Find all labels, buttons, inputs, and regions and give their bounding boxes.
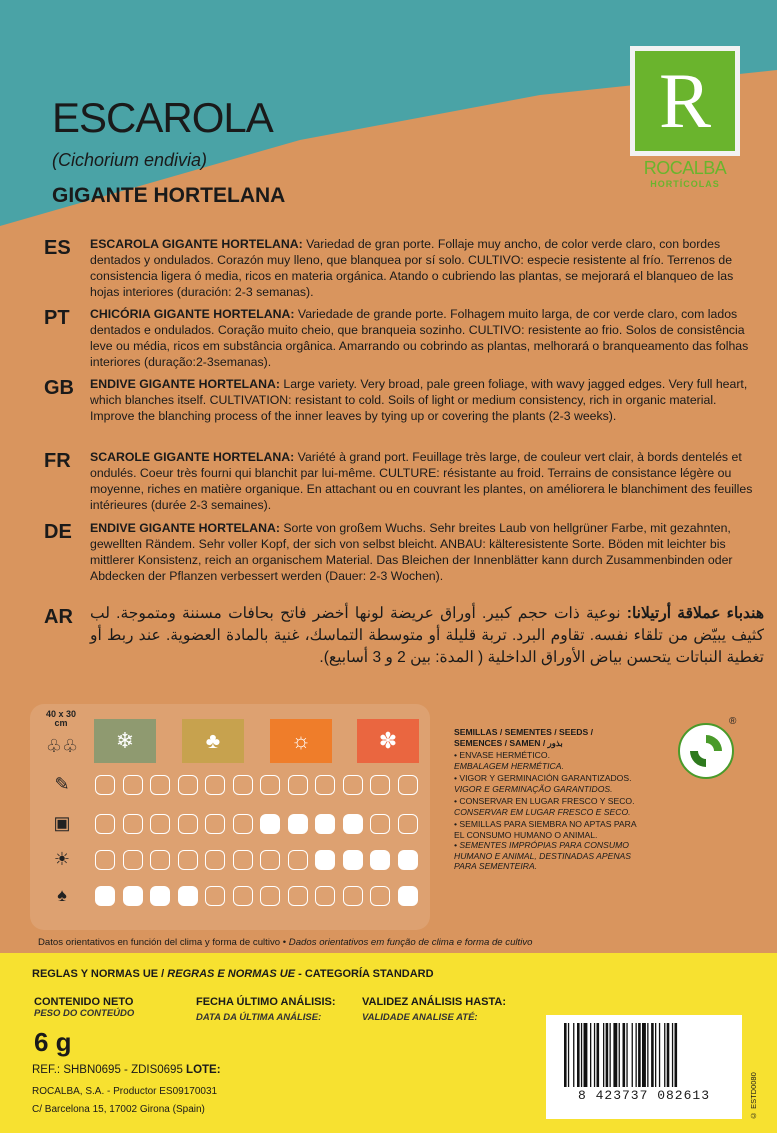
variety-name: GIGANTE HORTELANA — [52, 184, 286, 207]
barcode-bar — [610, 1023, 611, 1087]
snowflake-icon: ❄ — [115, 728, 135, 753]
barcode-bar — [626, 1023, 627, 1087]
barcode-bar — [606, 1023, 609, 1087]
calendar-cell — [260, 814, 280, 834]
calendar-cell — [95, 814, 115, 834]
barcode-bar — [672, 1023, 673, 1087]
barcode-bar — [613, 1023, 617, 1087]
calendar-cell — [288, 886, 308, 906]
seed-info-item: • VIGOR Y GERMINACIÓN GARANTIZADOS. — [454, 773, 632, 783]
calendar-cell — [315, 775, 335, 795]
net-content-label: CONTENIDO NETO — [34, 996, 134, 1008]
last-analysis-date-label-pt: DATA DA ÚLTIMA ANÁLISE: — [196, 1012, 322, 1023]
calendar-cell — [178, 814, 198, 834]
calendar-cell — [178, 886, 198, 906]
barcode-bar — [632, 1023, 633, 1087]
description-pt: CHICÓRIA GIGANTE HORTELANA: Variedade de grande porte. Folhagem muito larga, de cor verde claro, com lados dentados e ondulados. Coração muito cheio, que branqueia sozinho. CULTIVO: resistente ao frio. Solos de consistência leve ou média, ricos em substância orgânica. Amarrando ou cobrindo as plantas, melhorará o branqueamento das folhas interiores (duração:2-3semanas). — [90, 307, 749, 369]
vertical-code: © ESTD0080 — [749, 1072, 758, 1120]
seedbed-icon: ▣ — [53, 812, 71, 833]
calendar-cell — [178, 775, 198, 795]
lang-code-fr: FR — [44, 450, 71, 472]
barcode-bar — [594, 1023, 595, 1087]
description-fr: SCAROLE GIGANTE HORTELANA: Variété à grand port. Feuillage très large, de couleur vert clair, à bords dentelés et ondulés. Coeur très fourni qui blanchit par lui-même. CULTURE: résistante au froid. Terrains de consistance légère ou moyenne, riches en matière organique. En attachant ou en couvrant les plantes, on améliorera le blanchiment des feuilles intérieures (durée 2-3 semaines). — [90, 450, 753, 512]
calendar-cell — [343, 850, 363, 870]
calendar-cell — [233, 850, 253, 870]
calendar-cell — [233, 886, 253, 906]
calendar-cell — [205, 814, 225, 834]
season-winter — [94, 719, 156, 763]
logo-brand-name: ROCALBA — [643, 158, 727, 178]
seed-information — [454, 727, 639, 872]
season-spring — [182, 719, 244, 763]
calendar-cell — [315, 814, 335, 834]
barcode-bar — [590, 1023, 591, 1087]
barcode-bar — [623, 1023, 626, 1087]
calendar-cell — [398, 814, 418, 834]
eu-rules-line: REGLAS Y NORMAS UE / REGRAS E NORMAS UE - CATEGORÍA STANDARD — [32, 968, 434, 980]
barcode-bar — [655, 1023, 656, 1087]
plant-spacing-icon: ♧♧ — [45, 735, 79, 756]
calendar-cell — [288, 814, 308, 834]
validity-label-pt: VALIDADE ANALISE ATÉ: — [362, 1012, 478, 1023]
harvest-icon: ♠ — [57, 884, 67, 905]
barcode-bar — [584, 1023, 588, 1087]
net-weight-value: 6 g — [34, 1027, 72, 1057]
barcode-bar — [667, 1023, 670, 1087]
barcode-bar — [568, 1023, 569, 1087]
barcode-bar — [638, 1023, 641, 1087]
calendar-cell — [150, 886, 170, 906]
last-analysis-date-label: FECHA ÚLTIMO ANÁLISIS: — [196, 996, 336, 1008]
calendar-cell — [288, 775, 308, 795]
registered-mark: ® — [729, 716, 737, 727]
calendar-cell — [398, 886, 418, 906]
indicative-data-note: Datos orientativos en función del clima y forma de cultivo • Dados orientativos em função de clima e forma de cultivo — [38, 937, 533, 948]
calendar-cell — [288, 850, 308, 870]
barcode-bar — [597, 1023, 600, 1087]
calendar-cell — [370, 850, 390, 870]
seed-info-item-pt: • SEMENTES IMPRÓPIAS PARA CONSUMO HUMANO E ANIMAL, DESTINADAS APENAS PARA SEMENTEIRA. — [454, 840, 632, 871]
calendar-cell — [95, 850, 115, 870]
lang-code-ar: AR — [44, 606, 73, 628]
seed-info-item-pt: CONSERVAR EM LUGAR FRESCO E SECO. — [454, 806, 631, 817]
description-ar: هندباء عملاقة أرتيلانا: نوعية ذات حجم كبير. أوراق عريضة لونها أخضر فاتح بحافات مسننة ومتموجة. لب كثيف يبيّض من تلقاء نفسه. تقاوم البرد. تربة قليلة أو متوسطة التماسك، غنية بالمادة العضوية. عند ربط أو تغطية النباتات يتحسن بياض الأوراق الداخلية ( المدة: بين 2 و 3 أسابيع). — [90, 605, 764, 666]
address-line: C/ Barcelona 15, 17002 Girona (Spain) — [32, 1104, 205, 1115]
calendar-cell — [233, 775, 253, 795]
calendar-cell — [178, 850, 198, 870]
calendar-cell — [343, 775, 363, 795]
lang-code-es: ES — [44, 237, 71, 259]
barcode-bar — [659, 1023, 660, 1087]
barcode-bar — [642, 1023, 646, 1087]
calendar-cell — [123, 886, 143, 906]
seed-info-item: • SEMILLAS PARA SIEMBRA NO APTAS PARA EL CONSUMO HUMANO O ANIMAL. — [454, 819, 637, 840]
seed-info-item: • CONSERVAR EN LUGAR FRESCO Y SECO. — [454, 796, 635, 806]
maple-leaf-icon: ✽ — [378, 728, 398, 753]
rocalba-logo — [629, 46, 741, 194]
validity-label: VALIDEZ ANÁLISIS HASTA: — [362, 996, 507, 1008]
calendar-cell — [205, 775, 225, 795]
calendar-cell — [343, 814, 363, 834]
calendar-cell — [150, 850, 170, 870]
barcode-bar — [564, 1023, 567, 1087]
barcode-bar — [619, 1023, 620, 1087]
calendar-cell — [370, 814, 390, 834]
season-autumn — [357, 719, 419, 763]
calendar-cell — [205, 850, 225, 870]
calendar-cell — [123, 814, 143, 834]
calendar-cell — [150, 775, 170, 795]
description-de: ENDIVE GIGANTE HORTELANA: Sorte von großem Wuchs. Sehr breites Laub von hellgrüner Farbe, mit gezahnten, gewellten Rändem. Sehr voller Kopf, der sich von selbst bleicht. ANBAU: kälteresistente Sorte. Böden mit leichter bis mittlerer Konsistenz, reich an organischem Material. Das Bleichen der Innenblätter kann durch Zusammenbinden oder Abdecken der Pflanzen verbessert werden (Dauer: 2-3 Wochen). — [90, 521, 733, 583]
transplant-icon: ☀ — [53, 848, 71, 869]
calendar-cell — [370, 886, 390, 906]
barcode-bar — [664, 1023, 665, 1087]
barcode-bar — [577, 1023, 580, 1087]
latin-name: (Cichorium endivia) — [52, 150, 208, 170]
barcode-bar — [603, 1023, 604, 1087]
calendar-cell — [150, 814, 170, 834]
logo-subtitle: HORTÍCOLAS — [650, 179, 720, 189]
calendar-cell — [343, 886, 363, 906]
barcode-number: 8 423737 082613 — [577, 1088, 711, 1103]
calendar-cell — [205, 886, 225, 906]
calendar-cell — [95, 775, 115, 795]
calendar-cell — [260, 775, 280, 795]
sun-icon: ☼ — [290, 728, 312, 753]
calendar-cell — [398, 850, 418, 870]
seed-info-item-pt: EMBALAGEM HERMÉTICA. — [454, 760, 564, 771]
season-summer — [270, 719, 332, 763]
lang-code-gb: GB — [44, 377, 74, 399]
calendar-cell — [260, 850, 280, 870]
barcode — [546, 1015, 742, 1119]
green-dot-recycle-icon — [678, 723, 734, 779]
seed-info-item: • ENVASE HERMÉTICO. — [454, 750, 550, 760]
calendar-cell — [233, 814, 253, 834]
calendar-cell — [315, 886, 335, 906]
barcode-bar — [647, 1023, 648, 1087]
reference-line: REF.: SHBN0695 - ZDIS0695 LOTE: — [32, 1064, 221, 1076]
calendar-cell — [398, 775, 418, 795]
calendar-cell — [95, 886, 115, 906]
barcode-bar — [636, 1023, 637, 1087]
description-gb: ENDIVE GIGANTE HORTELANA: Large variety. Very broad, pale green foliage, with wavy jagged edges. Very full heart, which blanches itself. CULTIVATION: resistant to cold. Soils of light or medium consistency, rich in organic material. Improve the blanching process of the inner leaves by tying up or covering the plants (2-3 weeks). — [90, 377, 748, 423]
barcode-bar — [675, 1023, 678, 1087]
product-title: ESCAROLA — [52, 94, 273, 141]
calendar-cell — [315, 850, 335, 870]
spacing-label: 40 x 30 cm — [46, 709, 77, 728]
seed-packet-icon: ✎ — [54, 773, 70, 794]
lang-code-pt: PT — [44, 307, 70, 329]
description-es: ESCAROLA GIGANTE HORTELANA: Variedad de gran porte. Follaje muy ancho, de color verde claro, con bordes dentados y ondulados. Corazón muy lleno, que blanquea por sí solo. CULTIVO: especie resistente al frío. Terrenos de consistencia ligera ó media, ricos en materia orgánica. Atando o cubriendo las plantas, se mejorará el blanqueo de las hojas interiores (duración: 2-3 semanas). — [90, 237, 734, 299]
seed-info-header: SEMILLAS / SEMENTES / SEEDS / SEMENCES / SAMEN / بذور — [454, 727, 593, 748]
lang-code-de: DE — [44, 521, 72, 543]
seed-info-item-pt: VIGOR E GERMINAÇÃO GARANTIDOS. — [454, 783, 613, 794]
logo-letter: R — [658, 57, 712, 144]
leaf-icon: ♣ — [205, 728, 221, 753]
net-content-label-pt: PESO DO CONTEÚDO — [34, 1008, 135, 1019]
calendar-cell — [123, 775, 143, 795]
calendar-cell — [370, 775, 390, 795]
calendar-cell — [260, 886, 280, 906]
producer-line: ROCALBA, S.A. - Productor ES09170031 — [32, 1086, 218, 1097]
barcode-bar — [581, 1023, 582, 1087]
barcode-bar — [573, 1023, 574, 1087]
calendar-cell — [123, 850, 143, 870]
barcode-bar — [651, 1023, 654, 1087]
